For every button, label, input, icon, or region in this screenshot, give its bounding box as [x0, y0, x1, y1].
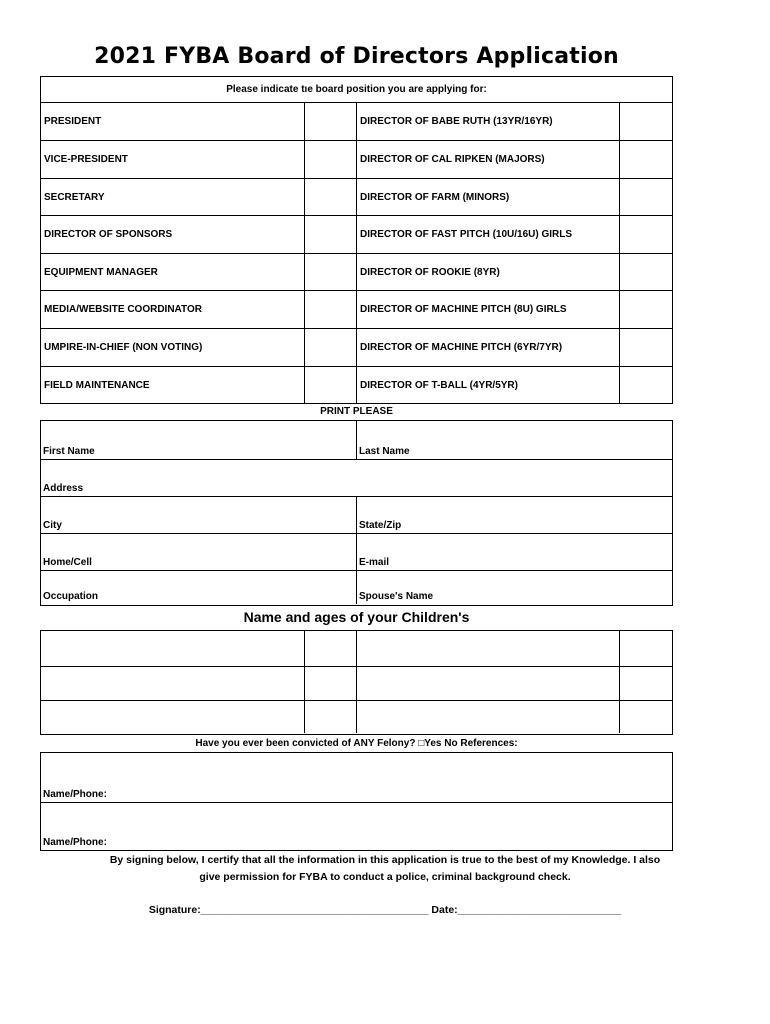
position-row: [41, 328, 672, 366]
child-name-cell[interactable]: [357, 701, 619, 733]
child-row: [41, 700, 672, 733]
contact-row: [41, 533, 672, 570]
position-row: [41, 178, 672, 215]
form-title: 2021 FYBA Board of Directors Application: [94, 44, 619, 69]
child-row: [41, 666, 672, 700]
child-age-cell[interactable]: [620, 701, 672, 733]
print-please-label: PRINT PLEASE: [320, 406, 393, 417]
first-name-field[interactable]: First Name: [43, 446, 95, 457]
position-checkbox[interactable]: [305, 103, 356, 140]
position-label: DIRECTOR OF FAST PITCH (10U/16U) GIRLS: [360, 229, 573, 240]
name-row: [41, 421, 672, 459]
position-label: SECRETARY: [44, 191, 105, 203]
child-age-cell[interactable]: [620, 631, 672, 666]
position-row: [41, 290, 672, 328]
occupation-field[interactable]: Occupation: [43, 591, 99, 602]
position-checkbox[interactable]: [305, 254, 356, 290]
position-row: [41, 253, 672, 290]
position-label: MEDIA/WEBSITE COORDINATOR: [44, 304, 202, 315]
position-checkbox[interactable]: [620, 141, 672, 178]
position-label: DIRECTOR OF ROOKIE (8YR): [360, 266, 500, 278]
city-field[interactable]: City: [43, 520, 62, 531]
felony-question: Have you ever been convicted of ANY Felony? □Yes No References:: [195, 738, 518, 749]
position-checkbox[interactable]: [305, 329, 356, 366]
last-name-field[interactable]: Last Name: [359, 446, 410, 457]
position-checkbox[interactable]: [620, 254, 672, 290]
child-name-cell[interactable]: [41, 701, 304, 733]
child-name-cell[interactable]: [357, 631, 619, 666]
position-label: UMPIRE-IN-CHIEF (NON VOTING): [44, 342, 203, 353]
reference-row: [41, 753, 672, 802]
reference-name-phone-field[interactable]: Name/Phone:: [43, 789, 107, 800]
signature-date-line[interactable]: Signature:_______________________________________ Date:____________________________: [148, 904, 622, 916]
position-label: DIRECTOR OF MACHINE PITCH (6YR/7YR): [360, 342, 563, 353]
position-checkbox[interactable]: [620, 291, 672, 328]
position-label: DIRECTOR OF BABE RUTH (13YR/16YR): [360, 116, 553, 127]
reference-name-phone-field[interactable]: Name/Phone:: [43, 837, 107, 848]
position-prompt: Please indicate tıe board position you are applying for:: [226, 84, 487, 95]
personal-info-table: [40, 420, 673, 606]
certification-line-2: give permission for FYBA to conduct a police, criminal background check.: [199, 871, 571, 883]
child-age-cell[interactable]: [305, 701, 356, 733]
reference-row: [41, 802, 672, 850]
position-label: VICE-PRESIDENT: [44, 154, 128, 165]
address-field[interactable]: Address: [43, 483, 84, 494]
position-checkbox[interactable]: [620, 216, 672, 253]
children-heading: Name and ages of your Children's: [243, 609, 470, 625]
position-label: FIELD MAINTENANCE: [44, 379, 150, 391]
city-row: [41, 496, 672, 533]
child-row: [41, 631, 672, 666]
child-age-cell[interactable]: [305, 667, 356, 700]
certification-line-1: By signing below, I certify that all the information in this application is true to the best of my Knowledge. I also: [109, 854, 661, 866]
children-table: [40, 630, 673, 735]
spouse-name-field[interactable]: Spouse's Name: [359, 591, 434, 602]
position-row: [41, 215, 672, 253]
home-cell-field[interactable]: Home/Cell: [43, 557, 92, 568]
child-name-cell[interactable]: [357, 667, 619, 700]
position-row: [41, 366, 672, 403]
state-zip-field[interactable]: State/Zip: [359, 520, 402, 531]
references-table: [40, 752, 673, 851]
child-name-cell[interactable]: [41, 667, 304, 700]
address-row: [41, 459, 672, 496]
child-age-cell[interactable]: [620, 667, 672, 700]
position-checkbox[interactable]: [305, 216, 356, 253]
position-row: [41, 140, 672, 178]
position-label: DIRECTOR OF CAL RIPKEN (MAJORS): [360, 154, 545, 165]
position-prompt-row: [41, 77, 672, 102]
child-name-cell[interactable]: [41, 631, 304, 666]
position-label: PRESIDENT: [44, 116, 102, 127]
position-checkbox[interactable]: [305, 179, 356, 215]
position-label: DIRECTOR OF FARM (MINORS): [360, 191, 510, 203]
position-checkbox[interactable]: [620, 329, 672, 366]
position-label: DIRECTOR OF T-BALL (4YR/5YR): [360, 379, 518, 391]
position-checkbox[interactable]: [620, 367, 672, 403]
position-label: EQUIPMENT MANAGER: [44, 266, 158, 278]
child-age-cell[interactable]: [305, 631, 356, 666]
occupation-row: [41, 570, 672, 604]
position-checkbox[interactable]: [305, 367, 356, 403]
position-row: [41, 102, 672, 140]
email-field[interactable]: E-mail: [359, 557, 390, 568]
position-label: DIRECTOR OF SPONSORS: [44, 229, 173, 240]
position-checkbox[interactable]: [305, 141, 356, 178]
position-label: DIRECTOR OF MACHINE PITCH (8U) GIRLS: [360, 304, 567, 315]
position-table: [40, 76, 673, 404]
position-checkbox[interactable]: [620, 179, 672, 215]
position-checkbox[interactable]: [305, 291, 356, 328]
position-checkbox[interactable]: [620, 103, 672, 140]
